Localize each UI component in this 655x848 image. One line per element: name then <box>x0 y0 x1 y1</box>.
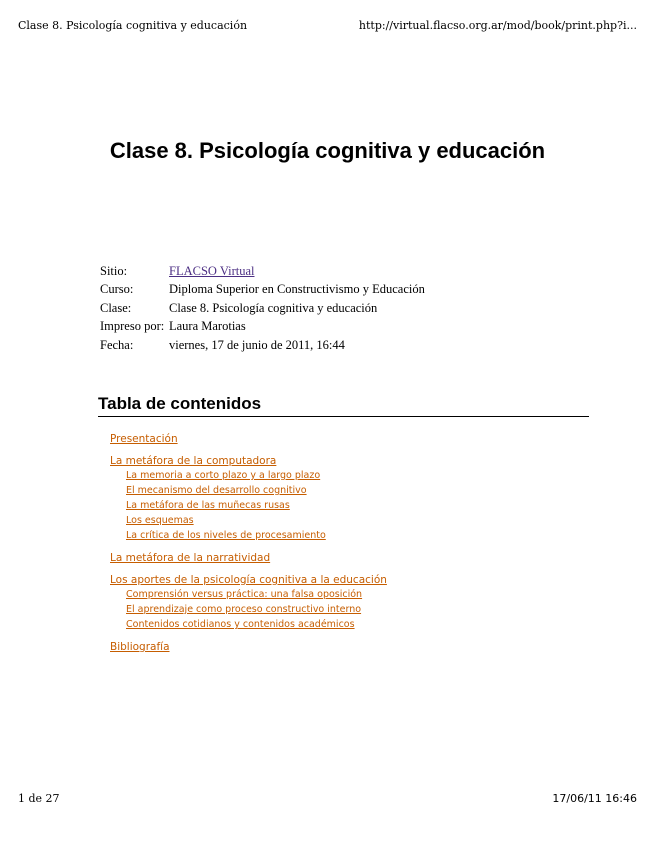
printed-by-value: Laura Marotias <box>169 319 246 334</box>
date-label: Fecha: <box>100 337 134 352</box>
toc-sublink-aprendizaje[interactable]: El aprendizaje como proceso constructivo interno <box>126 604 362 615</box>
page-counter: 1 de 27 <box>18 792 60 805</box>
toc-section <box>110 432 387 446</box>
toc-link-aportes[interactable]: Los aportes de la psicología cognitiva a la educación <box>110 574 387 586</box>
toc-link-metafora-computadora[interactable]: La metáfora de la computadora <box>110 455 277 467</box>
toc-sublink-esquemas[interactable]: Los esquemas <box>126 515 194 526</box>
toc-sublink-contenidos[interactable]: Contenidos cotidianos y contenidos académicos <box>126 619 355 630</box>
printed-by-label: Impreso por: <box>100 319 165 334</box>
print-timestamp: 17/06/11 16:46 <box>552 792 637 805</box>
info-row-course <box>100 281 425 300</box>
toc-sublink-mecanismo[interactable]: El mecanismo del desarrollo cognitivo <box>126 485 307 496</box>
class-value: Clase 8. Psicología cognitiva y educación <box>169 300 378 315</box>
book-info-table <box>100 262 425 355</box>
page-title: Clase 8. Psicología cognitiva y educación <box>109 138 546 163</box>
toc-sublink-munecas-rusas[interactable]: La metáfora de las muñecas rusas <box>126 500 290 511</box>
print-header-url: http://virtual.flacso.org.ar/mod/book/print.php?i... <box>358 19 637 32</box>
course-label: Curso: <box>100 282 134 297</box>
table-of-contents <box>110 432 387 662</box>
toc-link-bibliografia[interactable]: Bibliografía <box>110 641 170 653</box>
info-row-site <box>100 262 425 281</box>
toc-section <box>110 551 387 565</box>
print-header-title: Clase 8. Psicología cognitiva y educación <box>18 19 248 32</box>
toc-sublink-comprension[interactable]: Comprensión versus práctica: una falsa oposición <box>126 589 363 600</box>
info-row-printed-by <box>100 318 425 337</box>
toc-link-metafora-narratividad[interactable]: La metáfora de la narratividad <box>110 552 271 564</box>
toc-link-presentacion[interactable]: Presentación <box>110 433 178 445</box>
site-label: Sitio: <box>100 263 128 278</box>
toc-sublink-critica-niveles[interactable]: La crítica de los niveles de procesamiento <box>126 530 326 541</box>
toc-section <box>110 640 387 654</box>
toc-sublink-memoria[interactable]: La memoria a corto plazo y a largo plazo <box>126 470 321 481</box>
info-row-class <box>100 299 425 318</box>
date-value: viernes, 17 de junio de 2011, 16:44 <box>169 337 345 352</box>
info-row-date <box>100 336 425 355</box>
toc-heading: Tabla de contenidos <box>98 394 589 417</box>
toc-section <box>110 454 387 543</box>
toc-section <box>110 573 387 632</box>
site-link[interactable]: FLACSO Virtual <box>169 263 255 278</box>
course-value: Diploma Superior en Constructivismo y Educación <box>169 282 425 297</box>
class-label: Clase: <box>100 300 132 315</box>
